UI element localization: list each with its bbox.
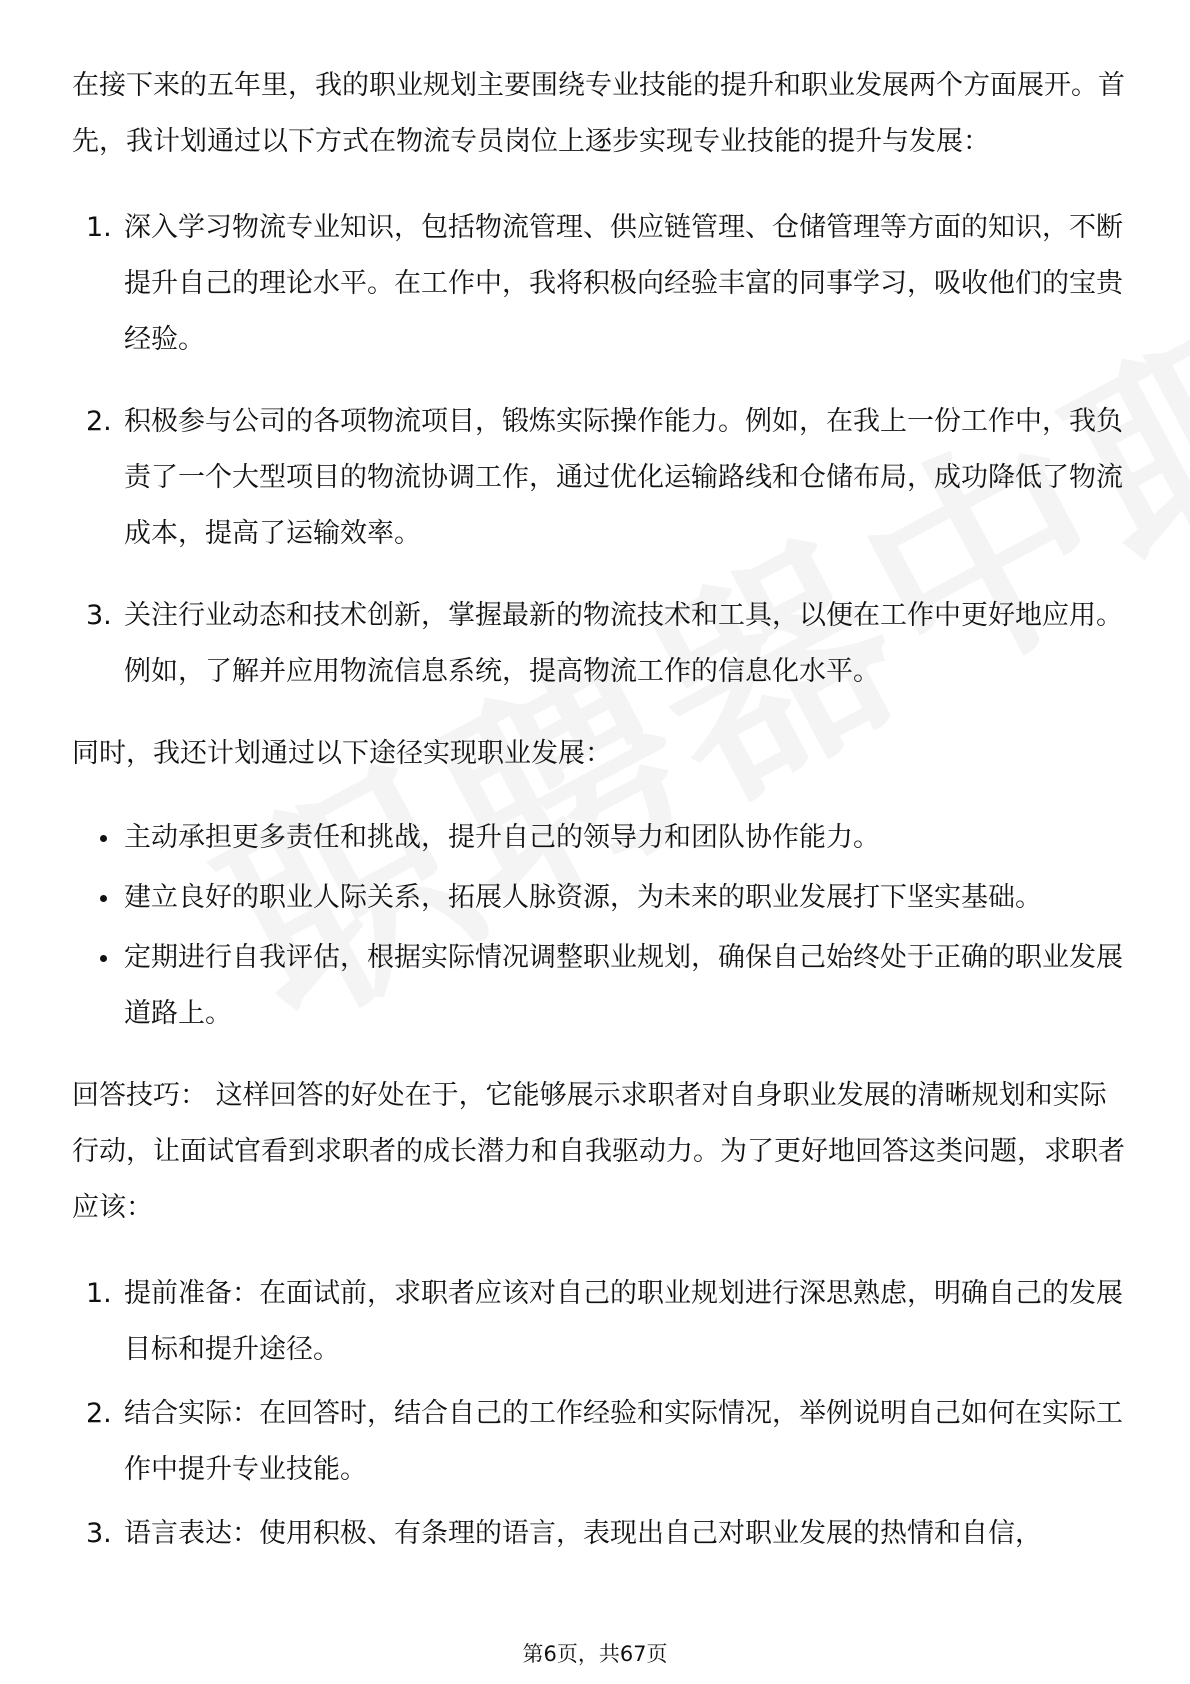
list-item-text: 提前准备：在面试前，求职者应该对自己的职业规划进行深思熟虑，明确自己的发展目标和提升途径。 [124,1278,1123,1365]
bullet-icon [100,895,107,902]
list-item [72,394,1132,562]
list-item [72,588,1132,700]
list-marker: 1. [86,212,112,243]
list-marker: 2. [86,406,112,437]
list-item [72,870,1132,926]
tips-list [72,1266,1132,1562]
list-item-text: 建立良好的职业人际关系，拓展人脉资源，为未来的职业发展打下坚实基础。 [124,882,1042,913]
list-item-text: 主动承担更多责任和挑战，提升自己的领导力和团队协作能力。 [124,822,880,853]
intro-paragraph: 在接下来的五年里，我的职业规划主要围绕专业技能的提升和职业发展两个方面展开。首先，我计划通过以下方式在物流专员岗位上逐步实现专业技能的提升与发展： [72,70,1125,157]
list-item-text: 结合实际：在回答时，结合自己的工作经验和实际情况，举例说明自己如何在实际工作中提升专业技能。 [124,1398,1123,1485]
bullet-icon [100,835,107,842]
list-item-text: 关注行业动态和技术创新，掌握最新的物流技术和工具，以便在工作中更好地应用。例如，了解并应用物流信息系统，提高物流工作的信息化水平。 [124,600,1123,687]
list-item-text: 深入学习物流专业知识，包括物流管理、供应链管理、仓储管理等方面的知识，不断提升自己的理论水平。在工作中，我将积极向经验丰富的同事学习，吸收他们的宝贵经验。 [124,212,1123,355]
list-item [72,1506,1132,1562]
page-content [72,58,1132,1570]
tips-intro: 回答技巧： 这样回答的好处在于，它能够展示求职者对自身职业发展的清晰规划和实际行动，让面试官看到求职者的成长潜力和自我驱动力。为了更好地回答这类问题，求职者应该： [72,1080,1125,1223]
list-item-text: 定期进行自我评估，根据实际情况调整职业规划，确保自己始终处于正确的职业发展道路上。 [124,942,1123,1029]
list-item [72,1386,1132,1498]
bullet-icon [100,955,107,962]
list-item [72,930,1132,1042]
list-marker: 2. [86,1398,112,1429]
list-item [72,810,1132,866]
career-list [72,810,1132,1042]
career-intro: 同时，我还计划通过以下途径实现职业发展： [72,738,612,769]
list-marker: 1. [86,1278,112,1309]
skills-list [72,200,1132,700]
page-number: 第6页，共67页 [522,1642,668,1666]
list-item-text: 语言表达：使用积极、有条理的语言，表现出自己对职业发展的热情和自信， [124,1518,1042,1549]
list-marker: 3. [86,1518,112,1549]
list-item-text: 积极参与公司的各项物流项目，锻炼实际操作能力。例如，在我上一份工作中，我负责了一个大型项目的物流协调工作，通过优化运输路线和仓储布局，成功降低了物流成本，提高了运输效率。 [124,406,1123,549]
list-item [72,200,1132,368]
list-marker: 3. [86,600,112,631]
list-item [72,1266,1132,1378]
